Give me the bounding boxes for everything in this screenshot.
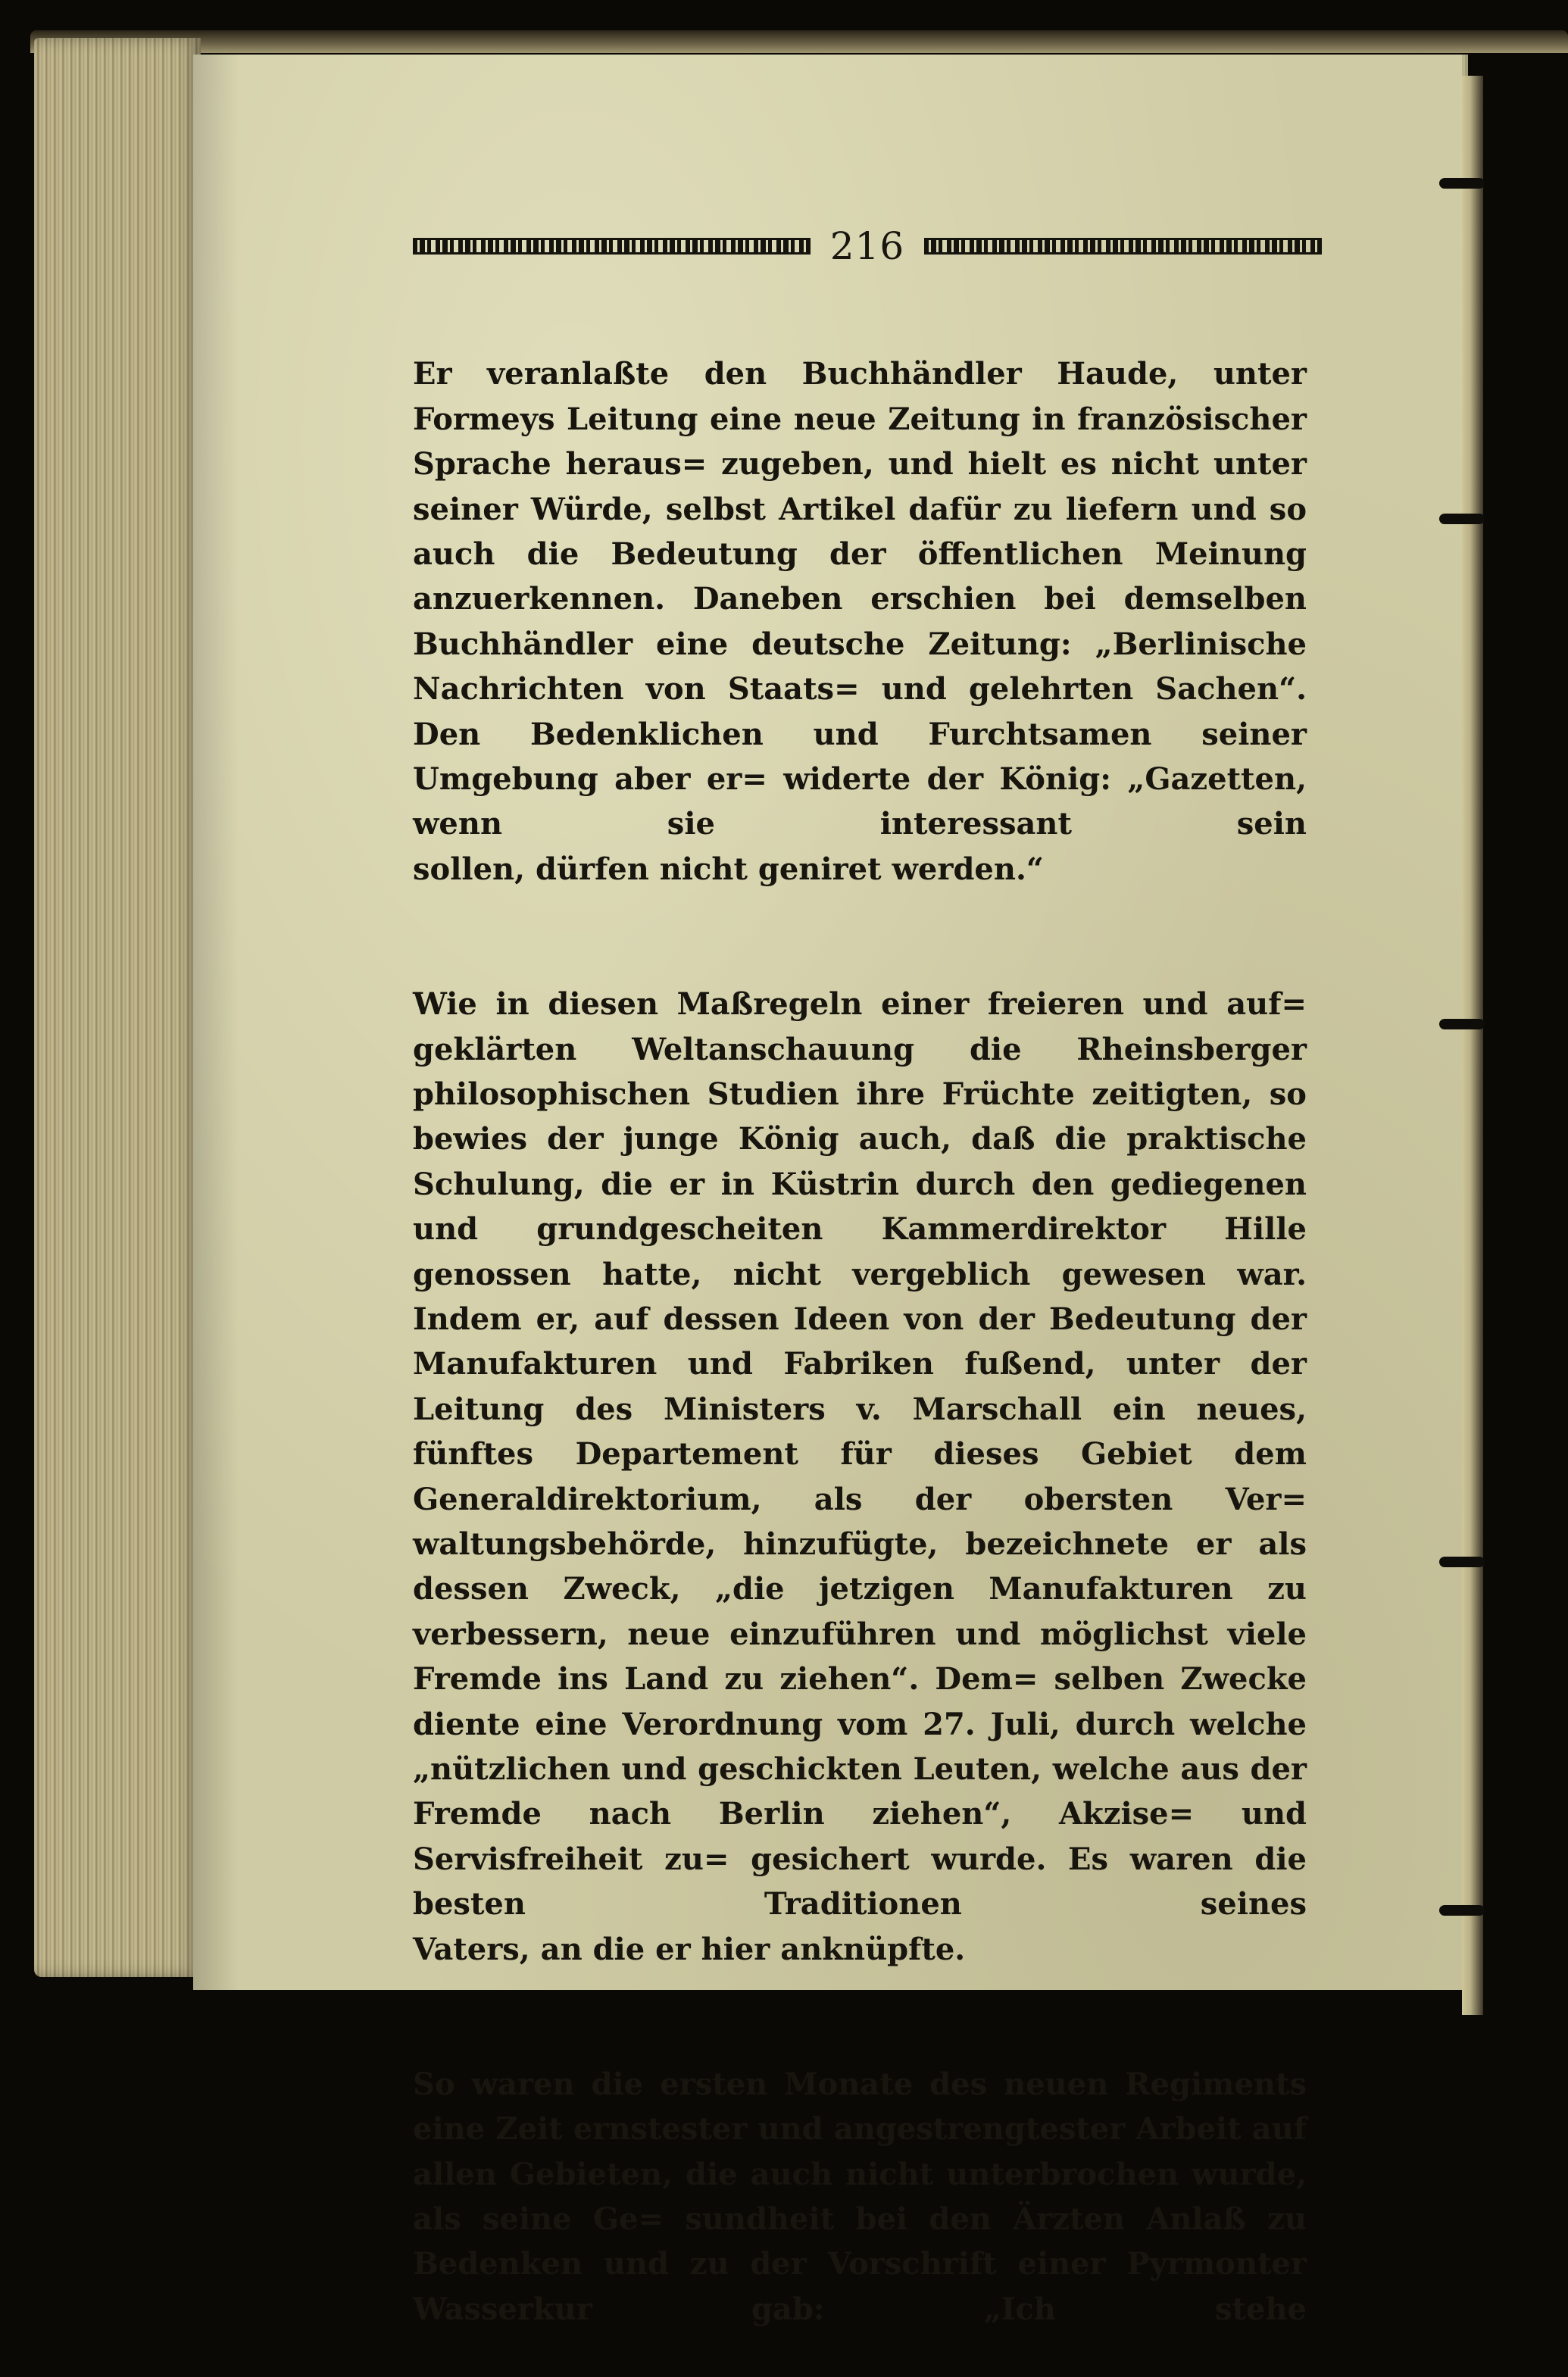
paragraph-2 xyxy=(413,937,1307,2017)
page-number: 216 xyxy=(829,224,905,268)
paragraph-3 xyxy=(413,2016,1307,2376)
paragraph-text: Er veranlaßte den Buchhändler Haude, unter Formeys Leitung eine neue Zeitung in französischer Sprache heraus= zugeben, und hielt es nicht unter seiner Würde, selbst Artikel dafür zu liefern und so auch die Bedeutung der öffentlichen Meinung anzuerkennen. Daneben erschien bei demselben Buchhändler eine deutsche Zeitung: „Berlinische Nachrichten von Staats= und gelehrten Sachen“. Den Bedenklichen und Furchtsamen seiner Umgebung aber er= widerte der König: „Gazetten, wenn sie interessant sein xyxy=(413,356,1307,842)
binding-stitch xyxy=(1439,178,1485,189)
page-stack-top-edge xyxy=(30,30,1568,53)
page-stack-edges xyxy=(34,38,201,1977)
page-header xyxy=(413,224,1322,268)
paragraph-last-line: sollen, dürfen nicht geniret werden.“ xyxy=(413,851,1044,887)
binding-gutter xyxy=(1462,76,1483,2015)
binding-stitch xyxy=(1439,1557,1485,1567)
paragraph-text: Wie in diesen Maßregeln einer freieren und auf= geklärten Weltanschauung die Rheinsberger philosophischen Studien ihre Früchte zeitigten, so bewies der junge König auch, daß die praktische Schulung, die er in Küstrin durch den gediegenen und grundgescheiten Kammerdirektor Hille genossen hatte, nicht vergeblich gewesen war. Indem er, auf dessen Ideen von der Bedeutung der Manufakturen und Fabriken fußend, unter der Leitung des Ministers v. Marschall ein neues, fünftes Departement für dieses Gebiet dem Generaldirektorium, als der obersten Ver= waltungsbehörde, hinzufügte, bezeichnete er als dessen Zweck, „die jetzigen Manufakturen zu verbessern, neue einzuführen und möglichst viele Fremde ins Land zu ziehen“. Dem= selben Zwecke diente eine Verordnung vom 27. Juli, durch welche „nützlichen und geschickten Leuten, welche aus der Fremde nach Berlin ziehen“, Akzise= und Servisfreiheit zu= gesichert wurde. Es waren die besten Traditionen seines xyxy=(413,986,1307,1923)
paragraph-text: So waren die ersten Monate des neuen Regiments eine Zeit ernstester und angestrengtester Arbeit auf allen Gebieten, die auch nicht unterbrochen wurde, als seine Ge= sundheit bei den Ärzten Anlaß zu Bedenken und zu der Vorschrift einer Pyrmonter Wasserkur gab: „Ich stehe xyxy=(413,2066,1307,2327)
header-ornament-right xyxy=(924,238,1322,255)
body-text xyxy=(413,307,1307,2377)
binding-stitch xyxy=(1439,514,1485,524)
header-ornament-left xyxy=(413,238,811,255)
binding-stitch xyxy=(1439,1905,1485,1916)
paragraph-1 xyxy=(413,307,1307,937)
paragraph-last-line: Vaters, an die er hier anknüpfte. xyxy=(413,1931,966,1967)
binding-stitch xyxy=(1439,1019,1485,1029)
